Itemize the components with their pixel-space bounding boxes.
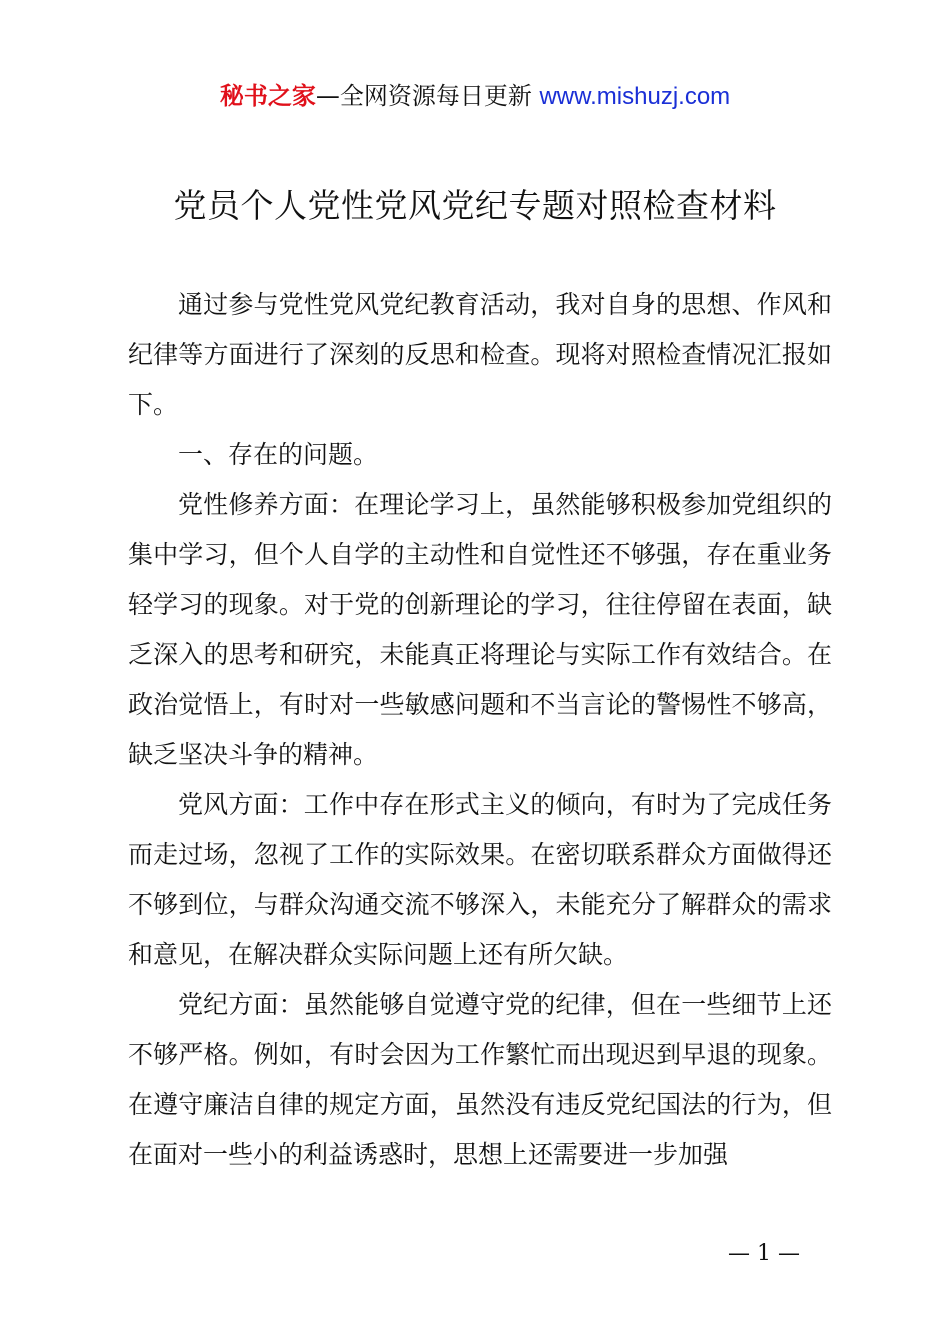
document-body: [128, 280, 832, 1180]
paragraph-intro: 通过参与党性党风党纪教育活动，我对自身的思想、作风和纪律等方面进行了深刻的反思和检查。现将对照检查情况汇报如下。: [128, 290, 832, 419]
paragraph-party-discipline: 党纪方面：虽然能够自觉遵守党的纪律，但在一些细节上还不够严格。例如，有时会因为工作繁忙而出现迟到早退的现象。在遵守廉洁自律的规定方面，虽然没有违反党纪国法的行为，但在面对一些小的利益诱惑时，思想上还需要进一步加强: [128, 990, 832, 1169]
page-number: — 1 —: [728, 1241, 800, 1266]
section-heading: 一、存在的问题。: [178, 440, 379, 469]
site-name: 秘书之家: [219, 82, 316, 110]
site-tagline: —全网资源每日更新: [315, 82, 540, 110]
document-title: 党员个人党性党风党纪专题对照检查材料: [173, 186, 777, 225]
paragraph-party-spirit: 党性修养方面：在理论学习上，虽然能够积极参加党组织的集中学习，但个人自学的主动性和自觉性还不够强，存在重业务轻学习的现象。对于党的创新理论的学习，往往停留在表面，缺乏深入的思考和研究，未能真正将理论与实际工作有效结合。在政治觉悟上，有时对一些敏感问题和不当言论的警惕性不够高，缺乏坚决斗争的精神。: [128, 490, 832, 769]
paragraph-party-style: 党风方面：工作中存在形式主义的倾向，有时为了完成任务而走过场，忽视了工作的实际效果。在密切联系群众方面做得还不够到位，与群众沟通交流不够深入，未能充分了解群众的需求和意见，在解决群众实际问题上还有所欠缺。: [128, 790, 832, 969]
site-banner: [0, 80, 950, 113]
site-url-link[interactable]: www.mishuzj.com: [539, 83, 731, 110]
